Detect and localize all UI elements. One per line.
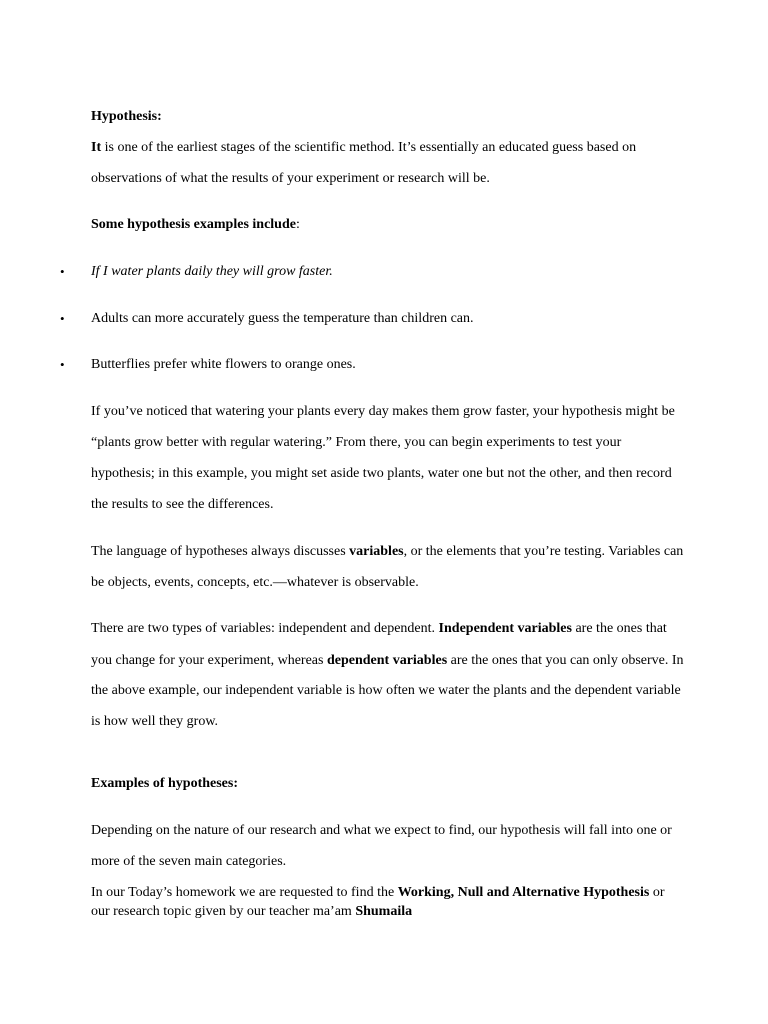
language-line-2: be objects, events, concepts, etc.—whatever is observable.: [91, 575, 419, 590]
examples-intro-bold: Some hypothesis examples include: [91, 217, 296, 232]
bullet-marker: •: [60, 311, 65, 326]
homework-line-1-pre: In our Today’s homework we are requested to find the: [91, 885, 398, 900]
bullet-item: Butterflies prefer white flowers to orange ones.: [91, 357, 356, 372]
examples-intro-tail: :: [295, 217, 300, 232]
teacher-name: Shumaila: [355, 904, 413, 919]
watering-line: If you’ve noticed that watering your plants every day makes them grow faster, your hypothesis might be: [91, 404, 675, 419]
types-line-4: is how well they grow.: [91, 714, 219, 729]
term-variables: variables: [349, 544, 404, 559]
examples-intro: [91, 216, 300, 233]
homework-line-1-post: or: [649, 885, 665, 900]
heading-examples: Examples of hypotheses:: [91, 776, 239, 791]
types-line-3: the above example, our independent variable is how often we water the plants and the dependent variable: [91, 683, 681, 698]
categories-line: Depending on the nature of our research and what we expect to find, our hypothesis will fall into one or: [91, 823, 672, 838]
intro-line-1-text: is one of the earliest stages of the scientific method. It’s essentially an educated guess based on: [101, 140, 637, 155]
term-independent-variables: Independent variables: [438, 621, 572, 636]
term-dependent-variables: dependent variables: [326, 653, 448, 668]
types-line-1-pre: There are two types of variables: independent and dependent.: [91, 621, 439, 636]
types-line-2-post: are the ones that you can only observe. In: [447, 653, 684, 668]
watering-line: the results to see the differences.: [91, 497, 274, 512]
heading-hypothesis: Hypothesis:: [91, 109, 162, 124]
language-line-1-pre: The language of hypotheses always discusses: [91, 544, 350, 559]
types-line-1-post: are the ones that: [571, 621, 667, 636]
bullet-item: Adults can more accurately guess the temperature than children can.: [91, 311, 474, 326]
homework-line-2-pre: our research topic given by our teacher ma’am: [91, 904, 356, 919]
homework-line-1: [91, 884, 665, 901]
bullet-item: If I water plants daily they will grow faster.: [91, 264, 333, 279]
bullet-marker: •: [60, 264, 65, 279]
watering-line: hypothesis; in this example, you might set aside two plants, water one but not the other, and then record: [91, 466, 672, 481]
intro-lead-bold: It: [91, 140, 102, 155]
bullet-marker: •: [60, 357, 65, 372]
categories-line: more of the seven main categories.: [91, 854, 287, 869]
homework-line-2: [91, 903, 412, 920]
language-line-1-post: , or the elements that you’re testing. Variables can: [403, 544, 684, 559]
homework-task-bold: Working, Null and Alternative Hypothesis: [397, 885, 650, 900]
types-line-1: [91, 620, 667, 637]
language-line-1: [91, 543, 683, 560]
watering-line: “plants grow better with regular watering.” From there, you can begin experiments to test your: [91, 435, 622, 450]
types-line-2: [91, 652, 684, 669]
intro-line-2: observations of what the results of your experiment or research will be.: [91, 171, 490, 186]
types-line-2-pre: you change for your experiment, whereas: [91, 653, 327, 668]
intro-line-1: [91, 139, 636, 156]
